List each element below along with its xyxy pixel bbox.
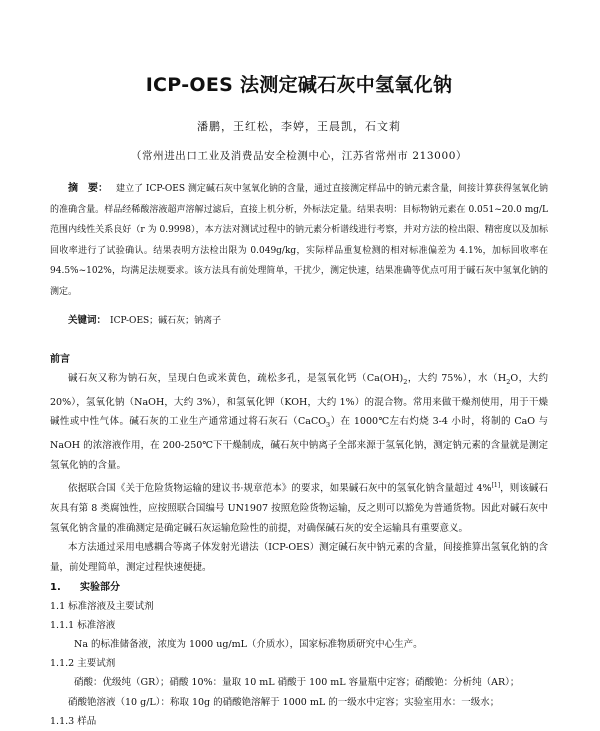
standard-solution-text: Na 的标准储备液，浓度为 1000 ug/mL（介质水），国家标准物质研究中心生产。 — [74, 638, 423, 650]
section-1-heading — [50, 578, 548, 597]
preface-paragraph-3: 本方法通过采用电感耦合等离子体发射光谱法（ICP-OES）测定碱石灰中钠元素的含量，间接推算出氢氧化钠的含量，前处理简单，测定过程快速便捷。 — [50, 542, 548, 574]
subsection-1-1-3: 1.1.3 样品 — [50, 716, 97, 728]
subsection-1-1-1: 1.1.1 标准溶液 — [50, 619, 116, 631]
keywords-label: 关键词： — [68, 315, 107, 326]
citation-ref: [1] — [491, 481, 501, 489]
reagents-line-1: 硝酸：优级纯（GR）；硝酸 10%：量取 10 mL 硝酸于 100 mL 容量瓶中定容；硝酸铯：分析纯（AR）； — [74, 677, 520, 689]
keywords — [50, 311, 548, 331]
abstract-label: 摘 要： — [68, 183, 109, 194]
preface-p1-part-d: ）在 1000℃左右灼烧 3-4 小时，将制的 CaO 与 NaOH 的浓溶液作用，在 200-250℃下干燥制成，碱石灰中钠离子全部来源于氢氧化钠，测定钠元素的含量就是测定氢氧化钠的含量。 — [50, 416, 548, 471]
preface-paragraph-1 — [50, 369, 548, 476]
preface-p1-part-a: 碱石灰又称为钠石灰，呈现白色或米黄色，疏松多孔，是氢氧化钙（Ca(OH) — [68, 373, 404, 384]
preface-p1-part-b: ，大约 75%），水（H — [407, 373, 507, 384]
subsection-1-1: 1.1 标准溶液及主要试剂 — [50, 600, 154, 612]
reagents-line-2: 硝酸铯溶液（10 g/L）：称取 10g 的硝酸铯溶解于 1000 mL 的一级水中定容；实验室用水：一级水； — [68, 696, 500, 708]
keywords-text: ICP-OES；碱石灰；钠离子 — [110, 316, 222, 326]
section-number: 1. — [50, 581, 61, 593]
abstract-text: 建立了 ICP-OES 测定碱石灰中氢氧化钠的含量，通过直接测定样品中的钠元素含量，间接计算获得氢氧化钠的准确含量。样品经稀酸溶液超声溶解过滤后，直接上机分析，外标法定量。结果表明：目标物钠元素在 0.051~20.0 mg/L 范围内线性关系良好（r 为 0.9998），本方法对测试过程中的钠元素分析谱线进行考察，并对方法的检出限、精密度以及加标回收率进行了试验确认。结果表明方法检出限为 0.049g/kg，实际样品重复检测的相对标准偏差为 4.1%，加标回收率在 94.5%~102%，均满足法规要求。该方法具有前处理简单，干扰少，测定快速，结果准确等优点可用于碱石灰中氢氧化钠的测定。 — [50, 184, 548, 297]
abstract — [50, 179, 548, 302]
subsection-1-1-2: 1.1.2 主要试剂 — [50, 658, 116, 670]
preface-p1-part-c: O，大约 20%），氢氧化钠（NaOH，大约 3%），和氢氧化钾（KOH，大约 1%）的混合物。常用来做干燥剂使用，用于干燥碱性或中性气体。碱石灰的工业生产通常通过将石灰石（CaCO — [50, 373, 549, 428]
preface-paragraph-2 — [50, 476, 548, 539]
affiliation: （常州进出口工业及消费品安全检测中心，江苏省常州市 213000） — [130, 150, 468, 162]
subscript: 2 — [506, 377, 511, 386]
subscript: 3 — [326, 421, 331, 430]
subscript: 2 — [403, 377, 408, 386]
preface-heading: 前言 — [50, 354, 70, 365]
author-list: 潘鹏，王红松，李婷，王晨凯，石文莉 — [197, 120, 401, 133]
preface-p2-part-b: ，则该碱石灰具有第 8 类腐蚀性，应按照联合国编号 UN1907 按照危险货物运输，反之则可以豁免为普通货物。因此对碱石灰中氢氧化钠含量的准确测定是确定碱石灰运输危险性的前提，对确保碱石灰的安全运输具有重要意义。 — [50, 482, 548, 534]
section-title: 实验部分 — [80, 581, 120, 593]
preface-p2-part-a: 依据联合国《关于危险货物运输的建议书·规章范本》的要求，如果碱石灰中的氢氧化钠含量超过 4% — [68, 482, 492, 494]
paper-title: ICP-OES 法测定碱石灰中氢氧化钠 — [145, 74, 453, 96]
